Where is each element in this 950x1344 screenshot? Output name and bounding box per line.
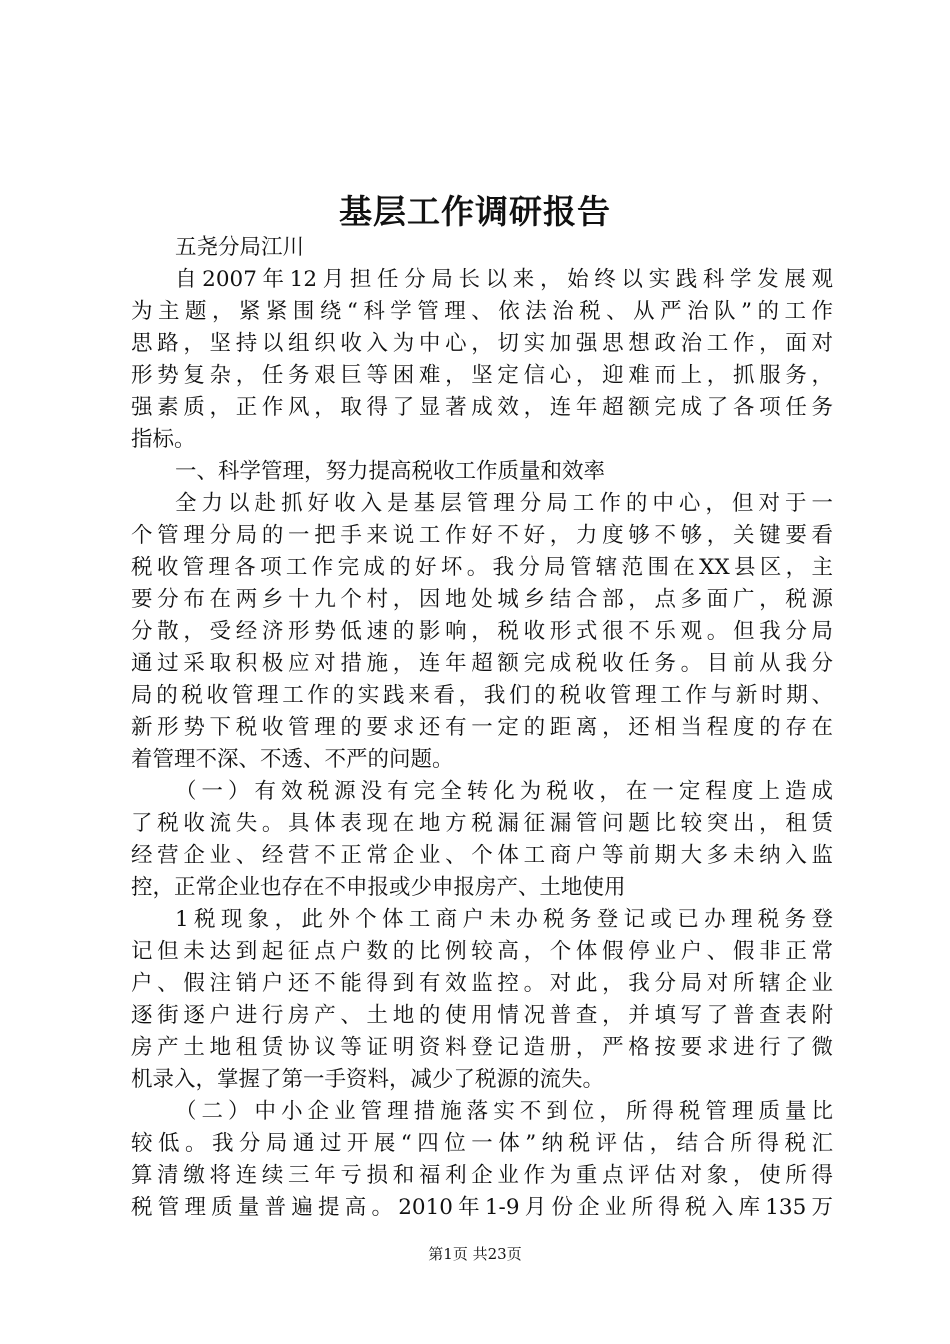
body-text-line: 五尧分局江川 (175, 235, 305, 260)
body-text-line: 房产土地租赁协议等证明资料登记造册，严格按要求进行了微 (131, 1035, 833, 1060)
body-text-line: 分散，受经济形势低速的影响，税收形式很不乐观。但我分局 (131, 619, 833, 644)
body-text-line: 强素质，正作风，取得了显著成效，连年超额完成了各项任务 (131, 395, 833, 420)
body-text-line: 逐街逐户进行房产、土地的使用情况普查，并填写了普查表附 (131, 1003, 833, 1028)
body-text-line: （二）中小企业管理措施落实不到位，所得税管理质量比 (175, 1099, 833, 1124)
body-text-line: 1税现象，此外个体工商户未办税务登记或已办理税务登 (175, 907, 833, 932)
document-title: 基层工作调研报告 (339, 192, 611, 231)
body-text-line: （一）有效税源没有完全转化为税收，在一定程度上造成 (175, 779, 833, 804)
body-text-line: 通过采取积极应对措施，连年超额完成税收任务。目前从我分 (131, 651, 833, 676)
body-text-line: 着管理不深、不透、不严的问题。 (131, 747, 454, 772)
body-text-line: 局的税收管理工作的实践来看，我们的税收管理工作与新时期、 (131, 683, 833, 708)
body-text-line: 自2007年12月担任分局长以来，始终以实践科学发展观 (175, 267, 833, 292)
body-text-line: 税收管理各项工作完成的好坏。我分局管辖范围在XX县区，主 (131, 555, 833, 580)
body-text-line: 经营企业、经营不正常企业、个体工商户等前期大多未纳入监 (131, 843, 833, 868)
body-text-line: 算清缴将连续三年亏损和福利企业作为重点评估对象，使所得 (131, 1163, 833, 1188)
body-text-line: 要分布在两乡十九个村，因地处城乡结合部，点多面广，税源 (131, 587, 833, 612)
body-text-line: 较低。我分局通过开展“四位一体”纳税评估，结合所得税汇 (131, 1131, 833, 1156)
body-text-line: 全力以赴抓好收入是基层管理分局工作的中心，但对于一 (175, 491, 833, 516)
body-text-line: 机录入，掌握了第一手资料，减少了税源的流失。 (131, 1067, 605, 1092)
body-text-line: 记但未达到起征点户数的比例较高，个体假停业户、假非正常 (131, 939, 833, 964)
body-text-line: 指标。 (131, 427, 196, 452)
body-text-line: 税管理质量普遍提高。2010年1-9月份企业所得税入库135万 (131, 1195, 833, 1220)
body-text-line: 形势复杂，任务艰巨等困难，坚定信心，迎难而上，抓服务， (131, 363, 833, 388)
body-text-line: 思路，坚持以组织收入为中心，切实加强思想政治工作，面对 (131, 331, 833, 356)
body-text-line: 为主题，紧紧围绕“科学管理、依法治税、从严治队”的工作 (131, 299, 833, 324)
body-text-line: 户、假注销户还不能得到有效监控。对此，我分局对所辖企业 (131, 971, 833, 996)
body-text-line: 了税收流失。具体表现在地方税漏征漏管问题比较突出，租赁 (131, 811, 833, 836)
body-text-line: 个管理分局的一把手来说工作好不好，力度够不够，关键要看 (131, 523, 833, 548)
document-body (131, 232, 833, 1224)
body-text-line: 控，正常企业也存在不申报或少申报房产、土地使用 (131, 875, 626, 900)
body-text-line: 一、科学管理，努力提高税收工作质量和效率 (175, 459, 606, 484)
body-text-line: 新形势下税收管理的要求还有一定的距离，还相当程度的存在 (131, 715, 833, 740)
page-number-footer: 第1页 共23页 (428, 1245, 522, 1263)
